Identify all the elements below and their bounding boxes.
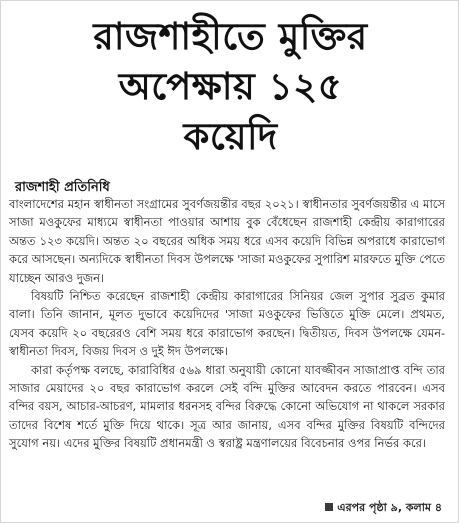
byline: রাজশাহী প্রতিনিধি bbox=[15, 180, 110, 195]
continued-text: এরপর পৃষ্ঠা ৯, কলাম ৪ bbox=[337, 501, 442, 514]
paragraph-2: বিষয়টি নিশ্চিত করেছেন রাজশাহী কেন্দ্রীয় কারাগারের সিনিয়র জেল সুপার সুব্রত কুমার বালা। তিনি জানান, মূলত দুভাবে কয়েদিদের 'সাজা মওকুফের ভিত্তিতে মুক্তি মেলে। প্রথমত, যেসব কয়েদি ২০ বছরেরও বেশি সময় ধরে কারাভোগ করছেন। দ্বিতীয়ত, দিবস উপলক্ষে যেমন- স্বাধীনতা দিবস, বিজয় দিবস ও দুই ঈদ উপলক্ষে। bbox=[9, 289, 445, 359]
headline bbox=[1, 11, 459, 161]
article-body bbox=[9, 195, 445, 453]
headline-line-2: অপেক্ষায় ১২৫ bbox=[118, 64, 343, 108]
continued-note bbox=[325, 500, 442, 516]
paragraph-3: কারা কর্তৃপক্ষ বলছে, কারাবিধির ৫৬৯ ধারা অনুযায়ী কোনো যাবজ্জীবন সাজাপ্রাপ্ত বন্দি তার সাজার মেয়াদের ২০ বছর কারাভোগ করলে সেই বন্দি মুক্তির আবেদন করতে পারবেন। এসব বন্দির বয়স, আচার-আচরণ, মামলার ধরনসহ বন্দির বিরুদ্ধে কোনো অভিযোগ না থাকলে সরকার তাদের বিশেষ শর্তে মুক্তি দিয়ে থাকে। সূত্র আর জানায়, এসব বন্দির মুক্তির বিষয়টি বন্দিদের সুযোগ নয়। এদের মুক্তির বিষয়টি প্রধানমন্ত্রী ও স্বরাষ্ট্র মন্ত্রণালয়ের বিবেচনার ওপর নির্ভর করে। bbox=[9, 362, 445, 451]
square-bullet-icon bbox=[325, 503, 333, 511]
headline-line-3: কয়েদি bbox=[183, 114, 278, 158]
paragraph-1: বাংলাদেশের মহান স্বাধীনতা সংগ্রামের সুবর্ণজয়ন্তীর বছর ২০২১। স্বাধীনতার সুবর্ণজয়ন্তীর এ মাসে সাজা মওকুফের মাধ্যমে স্বাধীনতা পাওয়ার আশায় বুক বেঁধেছেন রাজশাহী কেন্দ্রীয় কারাগারের অন্তত ১২৩ কয়েদি। অন্তত ২০ বছরের অধিক সময় ধরে এসব কয়েদি বিভিন্ন অপরাধে কারাভোগ করে আসছেন। অন্যদিকে স্বাধীনতা দিবস উপলক্ষে 'সাজা মওকুফের সুপারিশ মারফতে মুক্তি পেতে যাচ্ছেন আরও দুজন। bbox=[9, 197, 445, 285]
headline-line-1: রাজশাহীতে মুক্তির bbox=[93, 14, 368, 58]
